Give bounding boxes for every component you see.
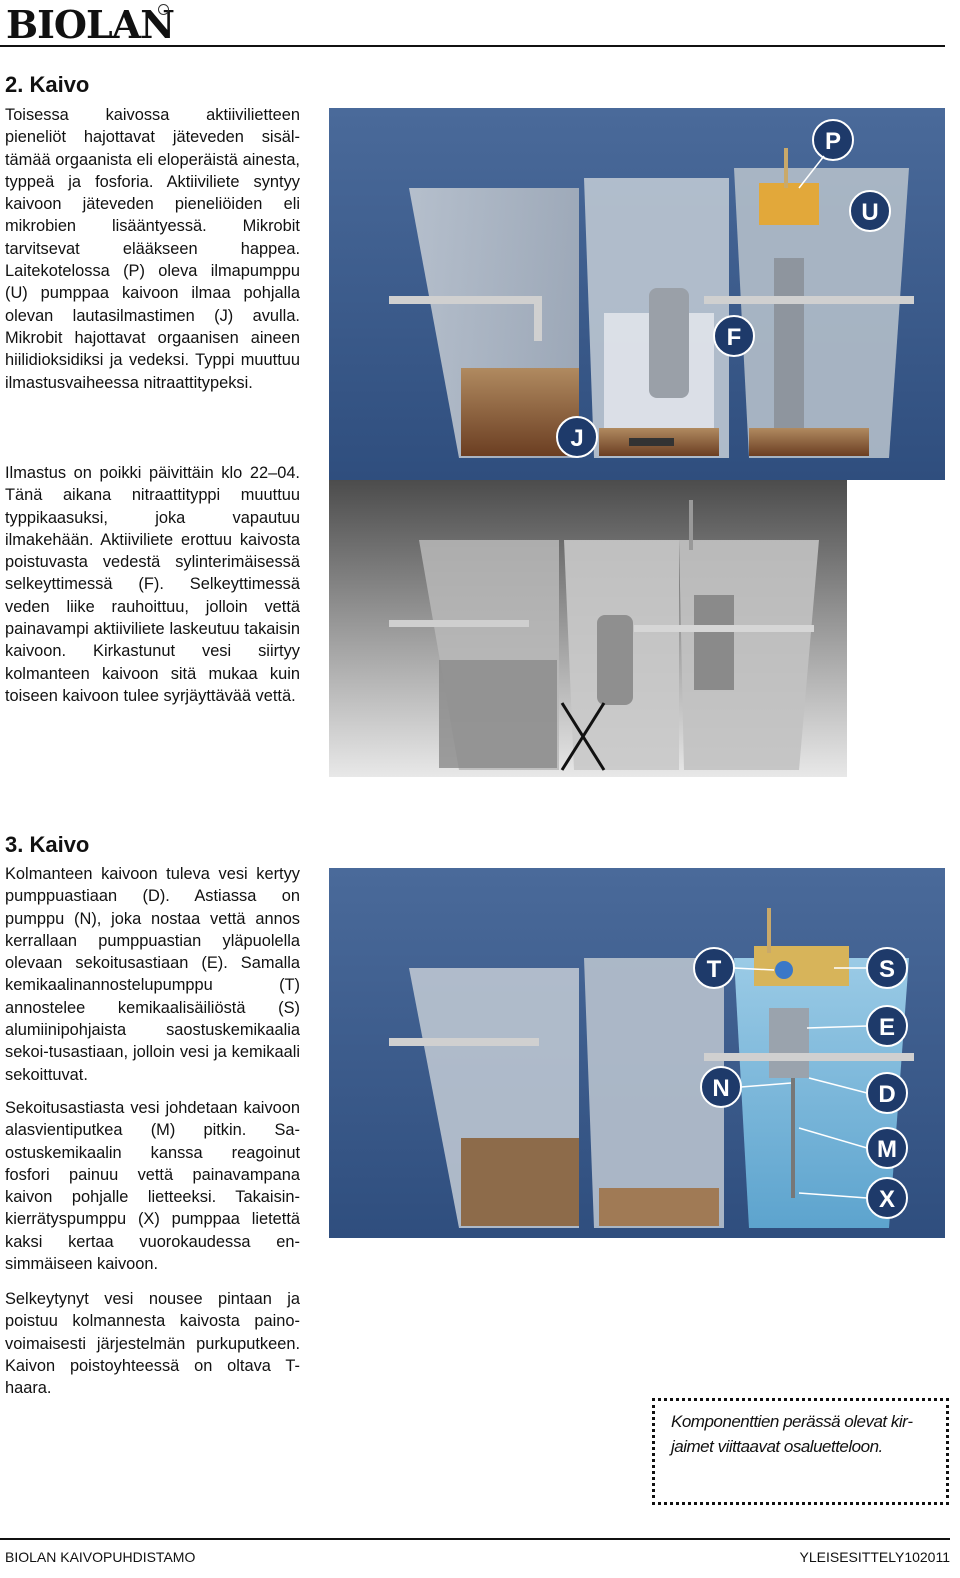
registered-mark-icon	[158, 4, 169, 15]
label-m: M	[877, 1136, 897, 1163]
label-f: F	[726, 324, 742, 351]
well-2-settling-diagram	[329, 480, 847, 777]
label-e: E	[878, 1014, 896, 1041]
well-2-aeration-diagram	[329, 108, 945, 480]
section-3-paragraph-1: Kolmanteen kaivoon tuleva vesi kertyy pumppuastiaan (D). Astiassa on pumppu (N), joka nostaa vettä annos kerrallaan pumppuastian yläpuolella olevaan sekoitusastiaan (E). Samalla kemikaalinannostelupumppu (T) annostelee kemikaalisäiliöstä (S) alumiinipohjaista saostuskemikaalia sekoi-tusastiaan, jolloin vesi ja kemikaali sekoittuvat.	[5, 865, 300, 1084]
well-3-chemical-diagram	[329, 868, 945, 1238]
label-u: U	[861, 199, 879, 226]
footer-right: YLEISESITTELY102011	[799, 1549, 950, 1565]
section-3-paragraph-2: Sekoitusastiasta vesi johdetaan kaivoon alasvientiputkea (M) pitkin. Saostuskemikaalin kanssa reagoinut fosfori painuu vettä painavampana kaivon pohjalle lietteeksi. Takaisinkierrätyspumppu (X) pumppaa lietettä kaksi kertaa vuorokaudessa ensimmäiseen kaivoon.	[5, 1099, 300, 1274]
footer-rule	[0, 1538, 950, 1540]
label-d: D	[878, 1081, 896, 1108]
label-s: S	[878, 956, 896, 983]
note-text: Komponenttien perässä olevat kirjaimet viittaavat osaluetteloon.	[671, 1412, 913, 1456]
label-t: T	[706, 956, 722, 983]
footer-left: BIOLAN KAIVOPUHDISTAMO	[5, 1549, 196, 1565]
section-2-paragraph-2: Ilmastus on poikki päivittäin klo 22–04. Tänä aikana nitraattityppi muuttuu typpikaasuksi, joka vapautuu ilmakehään. Aktiiviliete erottuu kaivosta poistuvasta vedestä sylinterimäisessä selkeyttimessä (F). Selkeyttimessä veden liike rauhoittuu, jolloin vettä painavampi aktiiviliete laskeutuu takaisin kaivoon. Kirkastunut vesi siirtyy kolmanteen kaivoon sitä mukaa kuin toiseen kaivoon tulee syrjäyttävää vettä.	[5, 464, 300, 705]
label-j: J	[570, 425, 584, 452]
section-3-paragraph-3: Selkeytynyt vesi nousee pintaan ja poistuu kolmannesta kaivosta painovoimaisesti järjestelmän purkuputkeen. Kaivon poistoyhteessä on oltava T-haara.	[5, 1290, 300, 1398]
section-2-paragraph-1: Toisessa kaivossa aktiivilietteen pieneliöt hajottavat jäteveden sisältämää orgaanista eli eloperäistä ainesta, typpeä ja fosforia. Aktiiviliete syntyy kaivoon jäteveden pieneliöiden eli mikrobien lisääntyessä. Mikrobit tarvitsevat elääkseen happea. Laitekotelossa (P) oleva ilmapumppu (U) pumppaa kaivoon ilmaa pohjalla olevan lautasilmastimen (J) avulla. Mikrobit hajottavat orgaanisen aineen hiilidioksidiksi ja vedeksi. Typpi muuttuu ilmastusvaiheessa nitraattitypeksi.	[5, 106, 300, 392]
biolan-logo: BIOLAN	[6, 2, 174, 47]
label-x: X	[878, 1186, 896, 1213]
label-n: N	[712, 1075, 730, 1102]
label-p: P	[824, 128, 842, 155]
section-3-heading: 3. Kaivo	[5, 832, 90, 857]
note-box	[652, 1398, 949, 1505]
header-rule	[0, 45, 945, 47]
section-2-heading: 2. Kaivo	[5, 72, 90, 97]
